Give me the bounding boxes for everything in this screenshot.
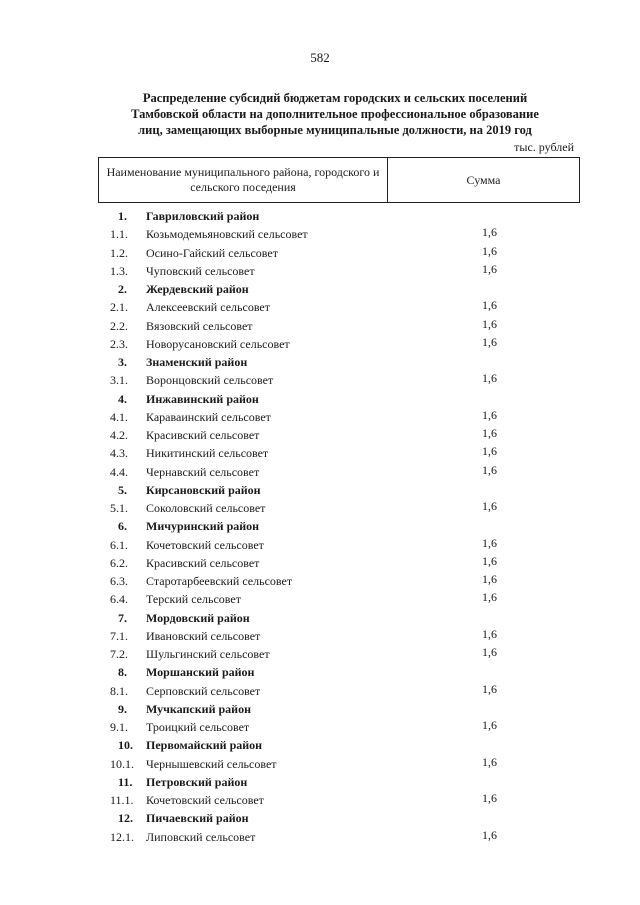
- settlement-name: Новорусановский сельсовет: [146, 336, 290, 351]
- settlement-name: Чернавский сельсовет: [146, 464, 260, 479]
- district-name: Петровский район: [146, 774, 248, 789]
- district-name: Мучкапский район: [146, 701, 251, 716]
- document-title: [80, 90, 590, 138]
- row-number: 10.: [118, 738, 133, 753]
- settlement-row: [0, 371, 640, 389]
- settlement-name: Красивский сельсовет: [146, 555, 260, 570]
- district-row: [0, 609, 640, 627]
- row-number: 3.: [118, 355, 127, 369]
- row-sum: 1,6: [482, 535, 497, 550]
- row-sum: 1,6: [482, 681, 497, 696]
- row-number: 6.4.: [110, 592, 128, 607]
- row-number: 8.1.: [110, 683, 128, 698]
- row-number: 11.: [118, 774, 133, 789]
- district-name: Инжавинский район: [146, 391, 259, 406]
- district-row: [0, 390, 640, 408]
- row-sum: 1,6: [482, 371, 497, 386]
- district-name: Кирсановский район: [146, 482, 261, 497]
- header-sum-column: Сумма: [466, 172, 501, 187]
- settlement-name: Шульгинский сельсовет: [146, 647, 270, 661]
- settlement-name: Никитинский сельсовет: [146, 446, 269, 461]
- district-name: Первомайский район: [146, 738, 263, 753]
- settlement-name: Серповский сельсовет: [146, 683, 261, 698]
- district-name: Моршанский район: [146, 665, 255, 680]
- row-sum: 1,6: [482, 462, 497, 477]
- district-row: [0, 517, 640, 535]
- district-row: [0, 280, 640, 298]
- row-number: 7.1.: [110, 628, 128, 643]
- settlement-name: Троицкий сельсовет: [146, 720, 250, 734]
- settlement-row: [0, 755, 640, 773]
- settlement-row: [0, 298, 640, 316]
- row-number: 2.2.: [110, 318, 128, 333]
- settlement-name: Липовский сельсовет: [146, 829, 256, 844]
- settlement-name: Кочетовский сельсовет: [146, 537, 264, 552]
- settlement-name: Соколовский сельсовет: [146, 501, 266, 515]
- row-number: 2.3.: [110, 336, 128, 351]
- settlement-name: Ивановский сельсовет: [146, 628, 261, 643]
- district-name: Мордовский район: [146, 610, 250, 625]
- row-number: 9.: [118, 701, 127, 716]
- settlement-row: [0, 408, 640, 426]
- table-body: [0, 207, 640, 846]
- settlement-name: Алексеевский сельсовет: [146, 300, 270, 315]
- row-number: 1.3.: [110, 263, 128, 278]
- settlement-row: [0, 536, 640, 554]
- table-header: [98, 157, 580, 203]
- row-number: 4.3.: [110, 446, 128, 461]
- district-row: [0, 663, 640, 681]
- settlement-name: Караваинский сельсовет: [146, 409, 271, 424]
- district-row: [0, 736, 640, 754]
- row-sum: 1,6: [482, 407, 497, 422]
- row-sum: 1,6: [482, 261, 497, 276]
- row-number: 1.2.: [110, 245, 128, 260]
- row-sum: 1,6: [482, 553, 497, 568]
- settlement-name: Чернышевский сельсовет: [146, 756, 277, 771]
- settlement-row: [0, 317, 640, 335]
- row-number: 7.2.: [110, 647, 128, 661]
- row-sum: 1,6: [482, 590, 497, 605]
- row-sum: 1,6: [482, 243, 497, 258]
- row-number: 6.1.: [110, 537, 128, 552]
- row-number: 11.1.: [110, 793, 134, 807]
- settlement-name: Старотарбеевский сельсовет: [146, 574, 293, 588]
- district-row: [0, 207, 640, 225]
- settlement-row: [0, 444, 640, 462]
- row-sum: 1,6: [482, 298, 497, 313]
- row-number: 4.1.: [110, 409, 128, 424]
- row-sum: 1,6: [482, 499, 497, 513]
- row-number: 12.: [118, 811, 133, 826]
- district-row: [0, 773, 640, 791]
- row-number: 2.1.: [110, 300, 128, 315]
- settlement-name: Кочетовский сельсовет: [146, 793, 264, 807]
- settlement-row: [0, 828, 640, 846]
- district-name: Мичуринский район: [146, 519, 260, 534]
- row-number: 1.: [118, 209, 127, 223]
- settlement-row: [0, 718, 640, 736]
- row-sum: 1,6: [482, 718, 497, 732]
- row-number: 9.1.: [110, 720, 128, 734]
- row-sum: 1,6: [482, 572, 497, 586]
- row-sum: 1,6: [482, 645, 497, 659]
- settlement-row: [0, 244, 640, 262]
- district-row: [0, 700, 640, 718]
- row-number: 3.1.: [110, 373, 128, 388]
- district-name: Пичаевский район: [146, 811, 249, 826]
- district-row: [0, 809, 640, 827]
- row-sum: 1,6: [482, 225, 497, 240]
- units-label: тыс. рублей: [514, 140, 574, 154]
- row-sum: 1,6: [482, 334, 497, 349]
- settlement-row: [0, 682, 640, 700]
- title-line: лиц, замещающих выборные муниципальные должности, на 2019 год: [138, 123, 532, 137]
- settlement-row: [0, 590, 640, 608]
- row-number: 1.1.: [110, 227, 128, 242]
- row-sum: 1,6: [482, 827, 497, 842]
- settlement-row: [0, 554, 640, 572]
- title-line: Тамбовской области на дополнительное профессиональное образование: [131, 107, 539, 121]
- page-number: 582: [310, 50, 330, 65]
- row-sum: 1,6: [482, 754, 497, 769]
- row-number: 2.: [118, 282, 127, 296]
- row-number: 5.: [118, 482, 127, 497]
- settlement-row: [0, 335, 640, 353]
- row-sum: 1,6: [482, 444, 497, 459]
- settlement-name: Терский сельсовет: [146, 592, 241, 607]
- settlement-row: [0, 791, 640, 809]
- district-row: [0, 353, 640, 371]
- settlement-row: [0, 499, 640, 517]
- settlement-row: [0, 262, 640, 280]
- district-name: Гавриловский район: [146, 209, 260, 223]
- settlement-row: [0, 463, 640, 481]
- row-number: 4.: [118, 391, 127, 406]
- row-number: 6.: [118, 519, 127, 534]
- row-sum: 1,6: [482, 426, 497, 440]
- settlement-name: Чуповский сельсовет: [146, 263, 255, 278]
- row-number: 5.1.: [110, 501, 128, 515]
- row-sum: 1,6: [482, 626, 497, 641]
- row-number: 6.2.: [110, 555, 128, 570]
- district-row: [0, 481, 640, 499]
- header-name-column: Наименование муниципального района, городского и сельского поседения: [99, 158, 388, 202]
- settlement-name: Осино-Гайский сельсовет: [146, 245, 278, 260]
- district-name: Знаменский район: [146, 355, 248, 369]
- row-sum: 1,6: [482, 791, 497, 805]
- row-sum: 1,6: [482, 316, 497, 331]
- settlement-row: [0, 572, 640, 590]
- settlement-row: [0, 645, 640, 663]
- row-number: 4.2.: [110, 428, 128, 442]
- settlement-row: [0, 627, 640, 645]
- row-number: 10.1.: [110, 756, 134, 771]
- district-name: Жердевский район: [146, 282, 249, 296]
- row-number: 8.: [118, 665, 127, 680]
- row-number: 4.4.: [110, 464, 128, 479]
- settlement-name: Воронцовский сельсовет: [146, 373, 274, 388]
- row-number: 6.3.: [110, 574, 128, 588]
- row-number: 12.1.: [110, 829, 134, 844]
- settlement-name: Вязовский сельсовет: [146, 318, 253, 333]
- settlement-name: Красивский сельсовет: [146, 428, 260, 442]
- row-number: 7.: [118, 610, 127, 625]
- settlement-row: [0, 426, 640, 444]
- title-line: Распределение субсидий бюджетам городских и сельских поселений: [142, 91, 528, 105]
- settlement-row: [0, 225, 640, 243]
- settlement-name: Козьмодемьяновский сельсовет: [146, 227, 308, 242]
